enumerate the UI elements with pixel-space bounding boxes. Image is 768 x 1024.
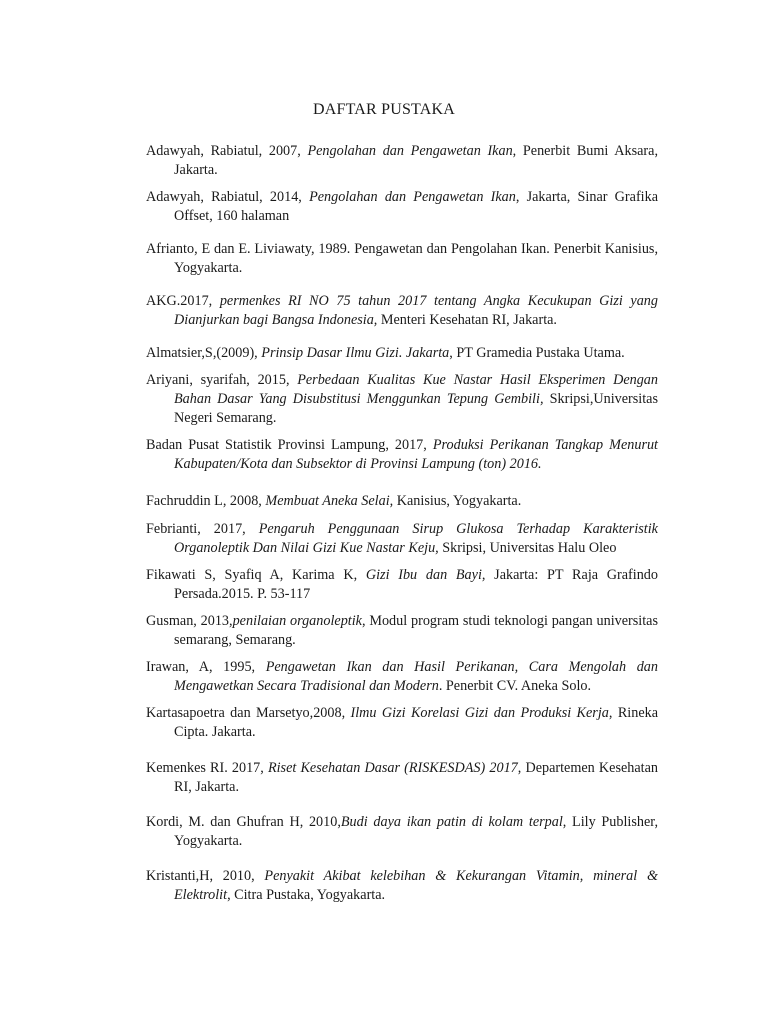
reference-author-year: Badan Pusat Statistik Provinsi Lampung, 2017,: [146, 437, 433, 453]
reference-author-year: Febrianti, 2017,: [146, 521, 259, 537]
reference-item: [146, 492, 658, 511]
reference-author-year: Kordi, M. dan Ghufran H, 2010,: [146, 814, 341, 830]
reference-publisher: . Penerbit CV. Aneka Solo.: [438, 678, 592, 694]
reference-item: [146, 188, 658, 226]
reference-publisher: , Penerbit Bumi Aksara, Jakarta.: [174, 143, 658, 178]
reference-publisher: Skripsi,Universitas Negeri Semarang.: [174, 391, 658, 426]
reference-title: Membuat Aneka Selai,: [265, 493, 394, 509]
reference-publisher: , Lily Publisher, Yogyakarta.: [174, 814, 658, 849]
reference-author-year: Fachruddin L, 2008,: [146, 493, 266, 509]
reference-item: [146, 292, 658, 330]
reference-author-year: Kristanti,H, 2010,: [146, 868, 265, 884]
reference-publisher: , Departemen Kesehatan RI, Jakarta.: [174, 760, 658, 795]
reference-publisher: , Citra Pustaka, Yogyakarta.: [227, 887, 386, 903]
reference-title: Pengawetan Ikan dan Hasil Perikanan, Cara Mengolah dan Mengawetkan Secara Tradisional dan Modern: [174, 659, 658, 694]
reference-title: Pengolahan dan Pengawetan Ikan: [309, 189, 516, 205]
reference-publisher: , Rineka Cipta. Jakarta.: [174, 705, 659, 740]
reference-publisher: , PT Gramedia Pustaka Utama.: [449, 345, 625, 361]
reference-author-year: Fikawati S, Syafiq A, Karima K,: [146, 567, 366, 583]
reference-author-year: Ariyani, syarifah, 2015,: [146, 372, 298, 388]
reference-title: Perbedaan Kualitas Kue Nastar Hasil Eksperimen Dengan Bahan Dasar Yang Disubstitusi Menggunkan Tepung Gembili,: [174, 372, 658, 407]
reference-title: Pengolahan dan Pengawetan Ikan: [307, 143, 513, 159]
reference-item: [146, 813, 658, 851]
reference-title: Pengaruh Penggunaan Sirup Glukosa Terhadap Karakteristik Organoleptik Dan Nilai Gizi Kue Nastar Keju,: [174, 521, 658, 556]
reference-author-year: Kartasapoetra dan Marsetyo,2008,: [146, 705, 351, 721]
reference-item: [146, 142, 658, 180]
reference-title: penilaian organoleptik: [232, 613, 362, 629]
reference-author-year: Almatsier,S,(2009),: [146, 345, 262, 361]
reference-item: [146, 344, 658, 363]
reference-title: Budi daya ikan patin di kolam terpal: [340, 814, 563, 830]
reference-publisher: , Modul program studi teknologi pangan universitas semarang, Semarang.: [174, 613, 658, 648]
reference-list: [146, 142, 658, 905]
reference-author-year: Adawyah, Rabiatul, 2007,: [146, 143, 308, 159]
reference-item: [146, 240, 658, 278]
reference-title: permenkes RI NO 75 tahun 2017 tentang Angka Kecukupan Gizi yang Dianjurkan bagi Bangsa Indonesia,: [174, 293, 658, 328]
reference-publisher: Menteri Kesehatan RI, Jakarta.: [377, 312, 557, 328]
reference-publisher: Jakarta: PT Raja Grafindo Persada.2015. P. 53-117: [174, 567, 658, 602]
reference-publisher: Skripsi, Universitas Halu Oleo: [438, 540, 617, 556]
reference-item: [146, 658, 658, 696]
reference-item: [146, 436, 658, 474]
reference-author-year: Gusman, 2013,: [146, 613, 233, 629]
reference-item: [146, 520, 658, 558]
reference-item: [146, 867, 658, 905]
reference-item: [146, 612, 658, 650]
reference-item: [146, 704, 658, 742]
reference-item: [146, 759, 658, 797]
reference-author-year: Kemenkes RI. 2017,: [146, 760, 268, 776]
reference-title: Prinsip Dasar Ilmu Gizi. Jakarta: [261, 345, 450, 361]
reference-author-year: Irawan, A, 1995,: [146, 659, 266, 675]
reference-publisher: Kanisius, Yogyakarta.: [393, 493, 522, 509]
reference-item: [146, 566, 658, 604]
reference-title: Gizi Ibu dan Bayi,: [365, 567, 486, 583]
reference-title: Ilmu Gizi Korelasi Gizi dan Produksi Kerja: [350, 705, 609, 721]
reference-author-year: Adawyah, Rabiatul, 2014,: [146, 189, 310, 205]
reference-title: Riset Kesehatan Dasar (RISKESDAS) 2017: [267, 760, 518, 776]
reference-title: Penyakit Akibat kelebihan & Kekurangan Vitamin, mineral & Elektrolit: [174, 868, 658, 903]
page-title: DAFTAR PUSTAKA: [312, 101, 456, 118]
reference-title: Produksi Perikanan Tangkap Menurut Kabupaten/Kota dan Subsektor di Provinsi Lampung (ton) 2016.: [174, 437, 658, 472]
reference-author-year: Afrianto, E dan E. Liviawaty, 1989. Pengawetan dan Pengolahan Ikan. Penerbit Kanisius, Yogyakarta.: [146, 241, 658, 276]
reference-item: [146, 371, 658, 428]
reference-publisher: , Jakarta, Sinar Grafika Offset, 160 halaman: [174, 189, 659, 224]
reference-author-year: AKG.2017,: [146, 293, 220, 309]
